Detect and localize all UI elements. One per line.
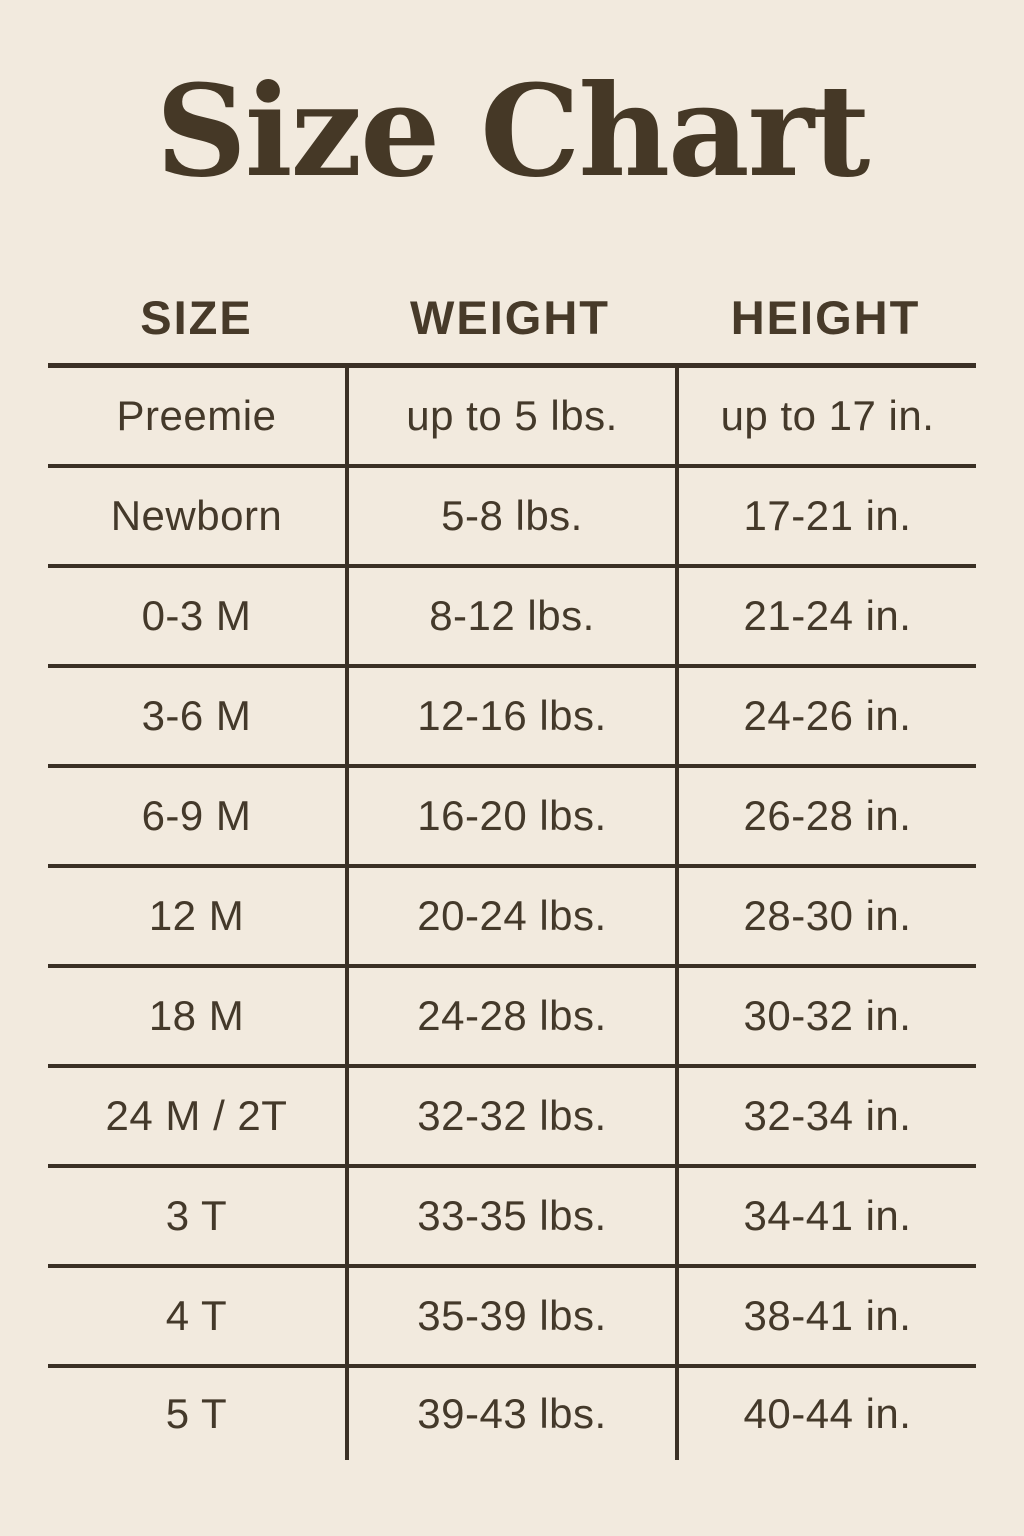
table-header-row [48, 272, 976, 363]
weight-cell: 39-43 lbs. [345, 1368, 675, 1460]
weight-cell: 35-39 lbs. [345, 1268, 675, 1364]
size-cell: Preemie [116, 392, 277, 439]
table-row [48, 1364, 976, 1460]
height-cell: 32-34 in. [675, 1068, 976, 1164]
height-cell: 26-28 in. [675, 768, 976, 864]
weight-cell: 32-32 lbs. [345, 1068, 675, 1164]
column-header-weight: WEIGHT [410, 291, 610, 344]
weight-cell: 20-24 lbs. [345, 868, 675, 964]
size-cell: Newborn [110, 492, 283, 539]
column-header-size: SIZE [140, 291, 253, 344]
height-cell: 28-30 in. [675, 868, 976, 964]
size-cell: 0-3 M [141, 592, 252, 639]
table-row [48, 864, 976, 964]
weight-cell: 5-8 lbs. [345, 468, 675, 564]
table-row [48, 368, 976, 464]
column-header-height: HEIGHT [730, 291, 921, 344]
table-row [48, 1264, 976, 1364]
table-row [48, 564, 976, 664]
table-row [48, 464, 976, 564]
table-body [48, 363, 976, 1460]
table-row [48, 964, 976, 1064]
height-cell: 17-21 in. [675, 468, 976, 564]
size-cell: 3 T [165, 1192, 228, 1239]
height-cell: 34-41 in. [675, 1168, 976, 1264]
size-cell: 4 T [165, 1292, 228, 1339]
size-cell: 3-6 M [141, 692, 252, 739]
size-cell: 5 T [165, 1390, 228, 1437]
height-cell: 40-44 in. [675, 1368, 976, 1460]
size-cell: 12 M [148, 892, 245, 939]
page-title: Size Chart [155, 57, 869, 205]
weight-cell: 12-16 lbs. [345, 668, 675, 764]
weight-cell: 8-12 lbs. [345, 568, 675, 664]
weight-cell: 33-35 lbs. [345, 1168, 675, 1264]
table-row [48, 764, 976, 864]
size-chart-table [48, 272, 976, 1460]
height-cell: up to 17 in. [675, 368, 976, 464]
weight-cell: 16-20 lbs. [345, 768, 675, 864]
height-cell: 24-26 in. [675, 668, 976, 764]
height-cell: 30-32 in. [675, 968, 976, 1064]
weight-cell: 24-28 lbs. [345, 968, 675, 1064]
height-cell: 21-24 in. [675, 568, 976, 664]
table-row [48, 664, 976, 764]
table-row [48, 1164, 976, 1264]
height-cell: 38-41 in. [675, 1268, 976, 1364]
table-row [48, 1064, 976, 1164]
size-cell: 18 M [148, 992, 245, 1039]
size-cell: 24 M / 2T [105, 1092, 288, 1139]
weight-cell: up to 5 lbs. [345, 368, 675, 464]
size-cell: 6-9 M [141, 792, 252, 839]
